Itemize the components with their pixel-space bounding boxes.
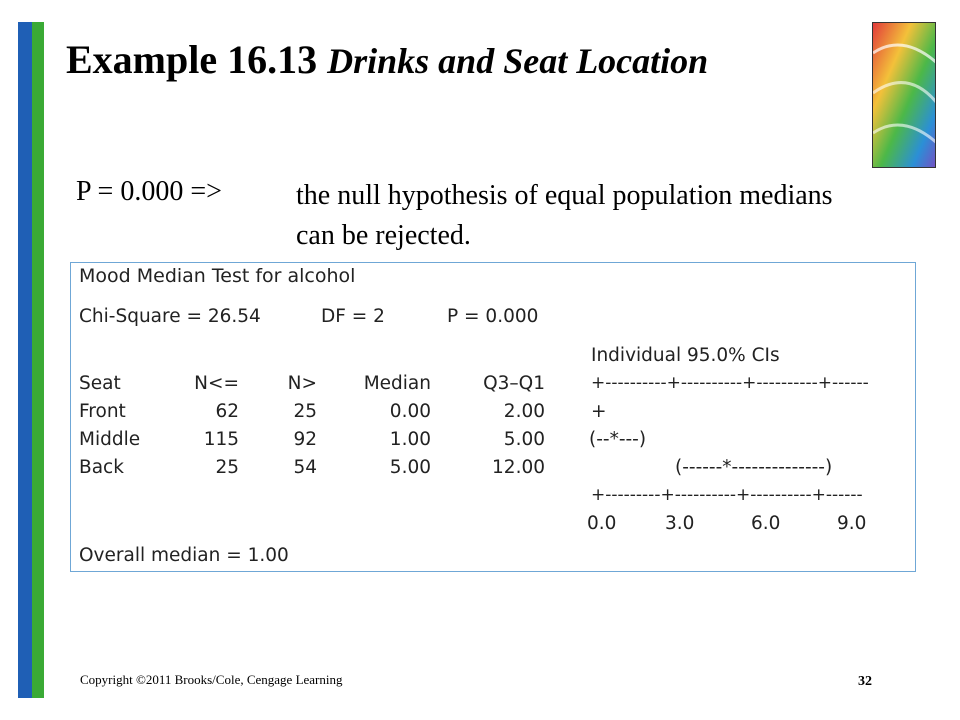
row-back-n-gt: 54 bbox=[293, 457, 317, 478]
header-iqr: Q3–Q1 bbox=[483, 373, 545, 394]
left-accent-bar-blue bbox=[18, 22, 32, 698]
row-front-seat: Front bbox=[79, 401, 126, 422]
row-back-seat: Back bbox=[79, 457, 124, 478]
header-n-gt: N> bbox=[287, 373, 317, 394]
row-middle-median: 1.00 bbox=[389, 429, 431, 450]
ci-title: Individual 95.0% CIs bbox=[591, 345, 780, 366]
row-back-median: 5.00 bbox=[389, 457, 431, 478]
decorative-logo-image bbox=[872, 22, 936, 168]
ci-tick-1: 3.0 bbox=[665, 513, 695, 534]
page-number: 32 bbox=[858, 674, 872, 689]
ci-ruler-top: +----------+----------+----------+------ bbox=[591, 373, 869, 393]
title-main: Example 16.13 bbox=[66, 37, 328, 82]
conclusion-text: the null hypothesis of equal population medians can be rejected. bbox=[296, 180, 833, 251]
row-middle-seat: Middle bbox=[79, 429, 141, 450]
header-n-le: N<= bbox=[194, 373, 239, 394]
row-middle-n-gt: 92 bbox=[293, 429, 317, 450]
row-front-n-gt: 25 bbox=[293, 401, 317, 422]
left-accent-bar-green bbox=[32, 22, 44, 698]
header-seat: Seat bbox=[79, 373, 121, 394]
row-middle-ci: (--*---) bbox=[589, 429, 647, 450]
minitab-output-box bbox=[70, 262, 916, 572]
overall-median: Overall median = 1.00 bbox=[79, 545, 289, 566]
ci-tick-0: 0.0 bbox=[587, 513, 617, 534]
df-value: DF = 2 bbox=[321, 306, 385, 327]
ci-ruler-top-cont: + bbox=[591, 401, 607, 422]
row-middle-n-le: 115 bbox=[203, 429, 239, 450]
slide-title bbox=[66, 36, 708, 83]
ci-tick-2: 6.0 bbox=[751, 513, 781, 534]
header-median: Median bbox=[363, 373, 431, 394]
row-front-n-le: 62 bbox=[215, 401, 239, 422]
row-back-iqr: 12.00 bbox=[492, 457, 545, 478]
title-subtitle: Drinks and Seat Location bbox=[327, 41, 709, 81]
row-middle-iqr: 5.00 bbox=[503, 429, 545, 450]
p-value: P = 0.000 bbox=[447, 306, 539, 327]
ci-ruler-bottom: +---------+----------+----------+------ bbox=[591, 485, 863, 505]
row-front-median: 0.00 bbox=[389, 401, 431, 422]
copyright-footer: Copyright ©2011 Brooks/Cole, Cengage Learning bbox=[80, 672, 343, 687]
chi-square-value: Chi-Square = 26.54 bbox=[79, 306, 261, 327]
ci-tick-3: 9.0 bbox=[837, 513, 867, 534]
row-back-ci: (------*--------------) bbox=[675, 457, 833, 478]
p-value-statement: P = 0.000 => bbox=[76, 176, 222, 207]
row-back-n-le: 25 bbox=[215, 457, 239, 478]
output-heading: Mood Median Test for alcohol bbox=[79, 265, 356, 287]
row-front-iqr: 2.00 bbox=[503, 401, 545, 422]
